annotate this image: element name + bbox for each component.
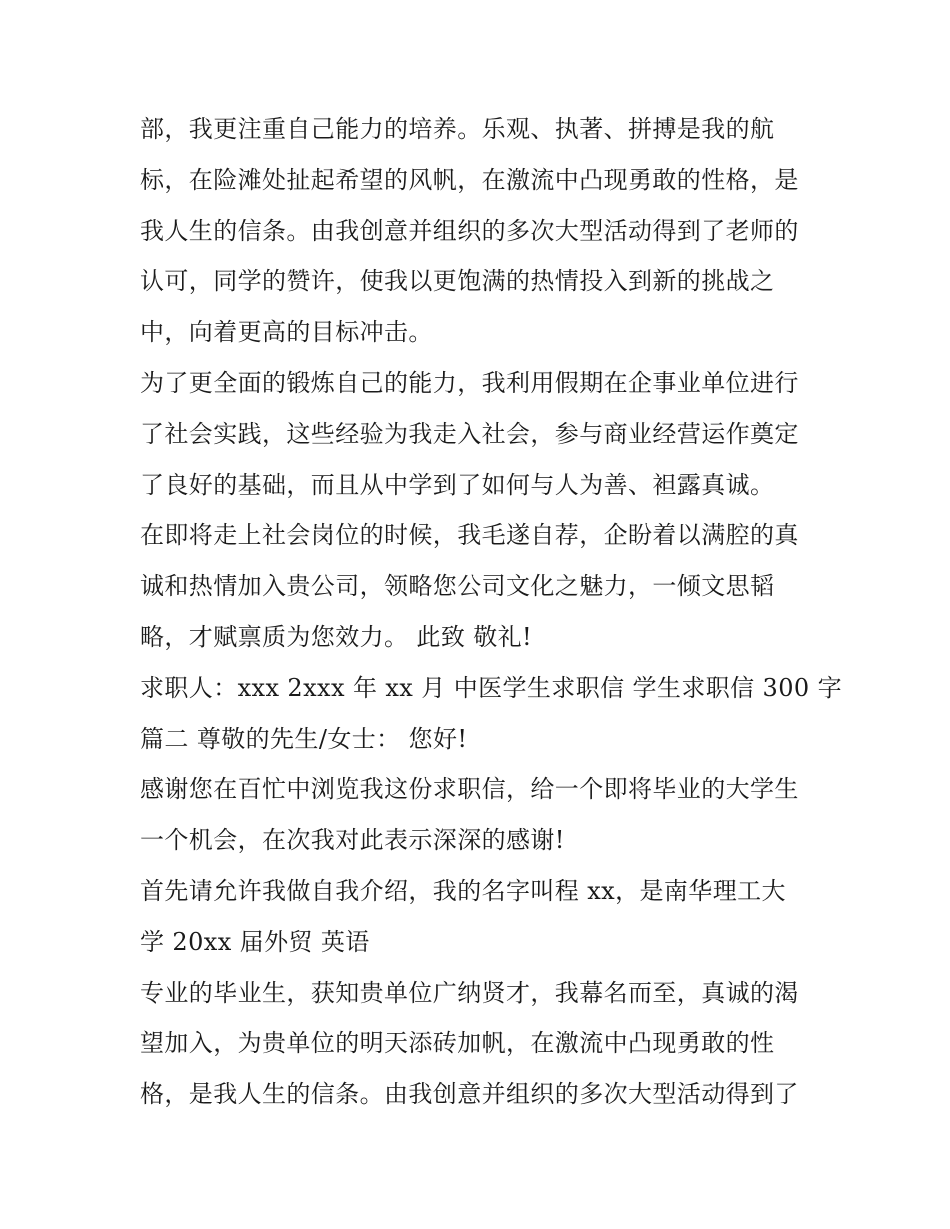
text-line: 了社会实践，这些经验为我走入社会，参与商业经营运作奠定 [140, 419, 799, 448]
text-line: 格，是我人生的信条。由我创意并组织的多次大型活动得到了 [140, 1080, 799, 1109]
text-line: 部，我更注重自己能力的培养。乐观、执著、拼搏是我的航 [140, 115, 775, 143]
text-line: 中，向着更高的目标冲击。 [140, 318, 433, 347]
text-line: 专业的毕业生，获知贵单位广纳贤才，我幕名而至，真诚的渴 [140, 978, 799, 1007]
document-body [140, 104, 842, 1120]
text-line: 我人生的信条。由我创意并组织的多次大型活动得到了老师的 [140, 216, 799, 245]
text-line: 望加入，为贵单位的明天添砖加帆，在激流中凸现勇敢的性 [140, 1029, 775, 1058]
text-line: 求职人：xxx 2xxx 年 xx 月 中医学生求职信 学生求职信 300 字 [140, 673, 842, 702]
text-line: 了良好的基础，而且从中学到了如何与人为善、袒露真诚。 [140, 470, 775, 499]
text-line: 学 20xx 届外贸 英语 [140, 927, 370, 956]
text-line: 感谢您在百忙中浏览我这份求职信，给一个即将毕业的大学生 [140, 775, 799, 804]
text-line: 为了更全面的锻炼自己的能力，我利用假期在企事业单位进行 [140, 368, 799, 397]
text-line: 认可，同学的赞许，使我以更饱满的热情投入到新的挑战之 [140, 267, 775, 296]
text-line: 在即将走上社会岗位的时候，我毛遂自荐，企盼着以满腔的真 [140, 521, 799, 550]
text-line: 诚和热情加入贵公司，领略您公司文化之魅力，一倾文思韬 [140, 572, 775, 601]
text-line: 篇二 尊敬的先生/女士： 您好! [140, 724, 468, 753]
text-line: 标，在险滩处扯起希望的风帆，在激流中凸现勇敢的性格，是 [140, 165, 799, 194]
text-line: 一个机会，在次我对此表示深深的感谢! [140, 826, 565, 855]
text-line: 略，才赋禀质为您效力。 此致 敬礼! [140, 622, 533, 651]
text-line: 首先请允许我做自我介绍，我的名字叫程 xx，是南华理工大 [140, 876, 786, 905]
